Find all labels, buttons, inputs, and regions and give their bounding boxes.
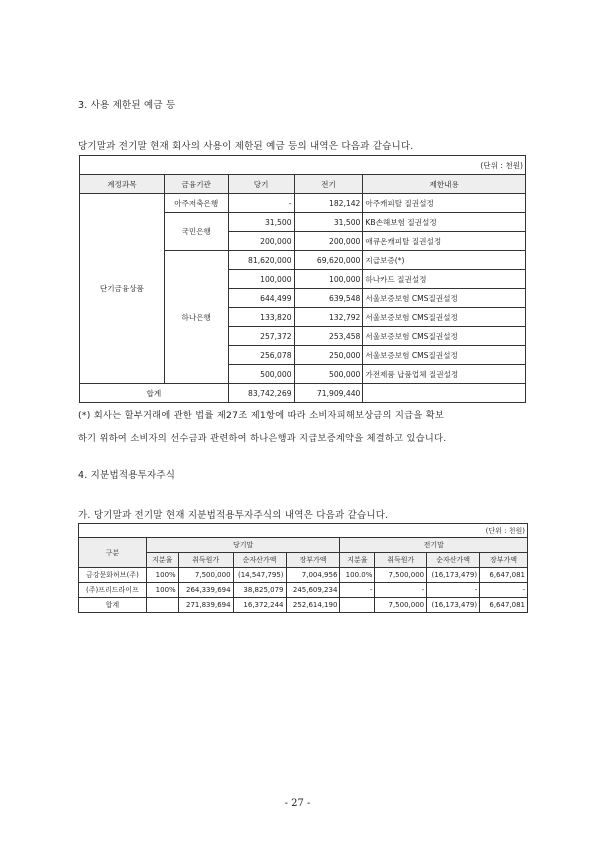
section-4-heading: 4. 지분법적용투자주식 (78, 470, 176, 481)
value-cell: (16,173,479) (427, 568, 480, 583)
header-current: 당기 (228, 175, 294, 194)
bank-cell: 하나은행 (164, 251, 228, 384)
value-cell: 252,614,190 (286, 598, 340, 613)
header-current-period: 당기말 (146, 538, 340, 553)
prior-cell: 500,000 (294, 365, 363, 384)
total-row (80, 384, 526, 403)
value-cell: 6,647,081 (480, 568, 528, 583)
header-net-assets: 순자산가액 (427, 553, 480, 568)
value-cell: - (340, 583, 375, 598)
prior-cell: 250,000 (294, 346, 363, 365)
header-acquisition-cost: 취득원가 (178, 553, 233, 568)
desc-cell: 서울보증보험 CMS질권설정 (363, 346, 526, 365)
value-cell: 16,372,244 (233, 598, 286, 613)
header-ownership: 지분율 (340, 553, 375, 568)
current-cell: 100,000 (228, 270, 294, 289)
current-cell: 257,372 (228, 327, 294, 346)
prior-cell: 253,458 (294, 327, 363, 346)
value-cell: - (480, 583, 528, 598)
section-3-heading: 3. 사용 제한된 예금 등 (78, 100, 176, 111)
company-cell: 합계 (79, 598, 147, 613)
prior-cell: 200,000 (294, 232, 363, 251)
value-cell (146, 598, 178, 613)
value-cell: 271,839,694 (178, 598, 233, 613)
value-cell: (16,173,479) (427, 598, 480, 613)
table-unit-row (79, 524, 528, 538)
desc-cell: 서울보증보험 CMS질권설정 (363, 289, 526, 308)
desc-cell: 지급보증(*) (363, 251, 526, 270)
current-cell: 256,078 (228, 346, 294, 365)
value-cell (340, 598, 375, 613)
current-cell: 81,620,000 (228, 251, 294, 270)
prior-cell: 639,548 (294, 289, 363, 308)
header-institution: 금융기관 (164, 175, 228, 194)
header-prior: 전기 (294, 175, 363, 194)
current-cell: 500,000 (228, 365, 294, 384)
value-cell: 7,500,000 (178, 568, 233, 583)
table-subheader-row (79, 553, 528, 568)
table-unit-row (80, 156, 526, 175)
table-header-row (80, 175, 526, 194)
value-cell: (14,547,795) (233, 568, 286, 583)
account-cell: 단기금융상품 (80, 194, 165, 384)
prior-cell: 182,142 (294, 194, 363, 213)
company-cell: 금강문화허브(주) (79, 568, 147, 583)
value-cell: 7,500,000 (375, 598, 427, 613)
company-cell: (주)프리드라이프 (79, 583, 147, 598)
value-cell: 6,647,081 (480, 598, 528, 613)
header-acquisition-cost: 취득원가 (375, 553, 427, 568)
total-prior: 71,909,440 (294, 384, 363, 403)
header-category: 구분 (79, 538, 147, 568)
desc-cell: 하나카드 질권설정 (363, 270, 526, 289)
page-number: - 27 - (284, 798, 311, 809)
value-cell: 7,500,000 (375, 568, 427, 583)
current-cell: - (228, 194, 294, 213)
value-cell: - (375, 583, 427, 598)
total-label: 합계 (80, 384, 229, 403)
value-cell: 100% (146, 568, 178, 583)
bank-cell: 아주저축은행 (164, 194, 228, 213)
table-row (79, 583, 528, 598)
footnote-line-2: 하기 위하여 소비자의 선수금과 관련하여 하나은행과 지급보증계약을 체결하고 있습니다. (78, 433, 447, 444)
current-cell: 31,500 (228, 213, 294, 232)
total-current: 83,742,269 (228, 384, 294, 403)
header-book-value: 장부가액 (480, 553, 528, 568)
header-prior-period: 전기말 (340, 538, 528, 553)
header-restriction: 제한내용 (363, 175, 526, 194)
prior-cell: 132,792 (294, 308, 363, 327)
value-cell: 245,609,234 (286, 583, 340, 598)
current-cell: 200,000 (228, 232, 294, 251)
total-row (79, 598, 528, 613)
prior-cell: 31,500 (294, 213, 363, 232)
desc-cell: 가전제품 납품업체 질권설정 (363, 365, 526, 384)
current-cell: 133,820 (228, 308, 294, 327)
bank-cell: 국민은행 (164, 213, 228, 251)
header-net-assets: 순자산가액 (233, 553, 286, 568)
value-cell: 7,004,956 (286, 568, 340, 583)
desc-cell: 애큐온캐피탈 질권설정 (363, 232, 526, 251)
prior-cell: 100,000 (294, 270, 363, 289)
footnote-line-1: (*) 회사는 할부거래에 관한 법률 제27조 제1항에 따라 소비자피해보상금의 지급을 확보 (78, 410, 445, 421)
desc-cell: KB손해보험 질권설정 (363, 213, 526, 232)
prior-cell: 69,620,000 (294, 251, 363, 270)
unit-label: (단위 : 천원) (79, 524, 528, 538)
table-row (80, 194, 526, 213)
desc-cell: 서울보증보험 CMS질권설정 (363, 308, 526, 327)
header-account: 계정과목 (80, 175, 165, 194)
equity-investments-table (78, 523, 528, 613)
header-ownership: 지분율 (146, 553, 178, 568)
section-3-intro: 당기말과 전기말 현재 회사의 사용이 제한된 예금 등의 내역은 다음과 같습니다. (78, 141, 414, 152)
value-cell: 264,339,694 (178, 583, 233, 598)
desc-cell: 서울보증보험 CMS질권설정 (363, 327, 526, 346)
header-book-value: 장부가액 (286, 553, 340, 568)
restricted-deposits-table (79, 155, 526, 403)
value-cell: 38,825,079 (233, 583, 286, 598)
table-header-row (79, 538, 528, 553)
value-cell: - (427, 583, 480, 598)
desc-cell: 아주캐피탈 질권설정 (363, 194, 526, 213)
total-desc (363, 384, 526, 403)
unit-label: (단위 : 천원) (80, 156, 526, 175)
current-cell: 644,499 (228, 289, 294, 308)
section-4-intro: 가. 당기말과 전기말 현재 지분법적용투자주식의 내역은 다음과 같습니다. (78, 510, 389, 521)
value-cell: 100% (146, 583, 178, 598)
value-cell: 100.0% (340, 568, 375, 583)
table-row (79, 568, 528, 583)
